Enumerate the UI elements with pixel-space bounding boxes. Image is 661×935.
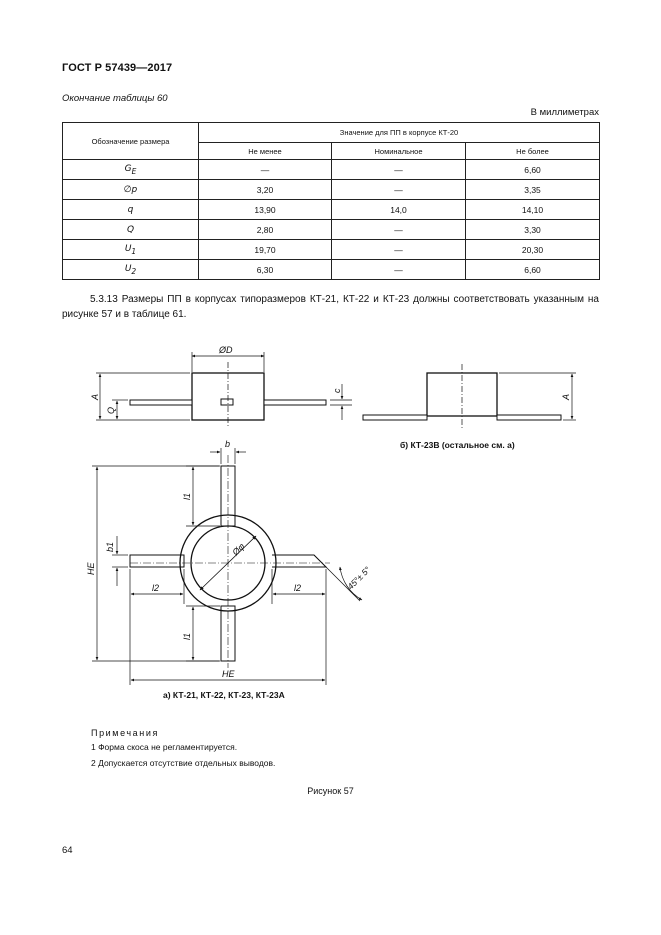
- cell-min: 13,90: [199, 200, 332, 220]
- caption-b: б) КТ-23В (остальное см. а): [400, 440, 515, 450]
- dim-label-Q: Q: [106, 406, 116, 414]
- dim-label-l1-top: l1: [182, 492, 192, 500]
- cell-nom: —: [332, 160, 466, 180]
- paragraph-text: 5.3.13 Размеры ПП в корпусах типоразмеров КТ-21, КТ-22 и КТ-23 должны соответствовать указанным на рисунке 57 и в таблице 61.: [62, 294, 599, 320]
- table-continuation-label: Окончание таблицы 60: [62, 93, 168, 104]
- side-view: [96, 352, 352, 428]
- cell-min: 19,70: [199, 240, 332, 260]
- note-item: 1 Форма скоса не регламентируется.: [91, 742, 238, 752]
- dim-label-HE-horizontal: HE: [222, 669, 235, 679]
- header-nom: Номинальное: [332, 143, 466, 160]
- cell-nom: —: [332, 260, 466, 280]
- caption-a: а) КТ-21, КТ-22, КТ-23, КТ-23А: [163, 690, 285, 700]
- cell-nom: —: [332, 220, 466, 240]
- dim-label-b1: b1: [105, 541, 115, 552]
- standard-header: ГОСТ Р 57439—2017: [62, 62, 173, 74]
- cell-nom: 14,0: [332, 200, 466, 220]
- cell-min: 6,30: [199, 260, 332, 280]
- dim-label-diag: Øφ: [230, 541, 247, 558]
- row-symbol: U: [124, 263, 132, 274]
- cell-max: 20,30: [466, 240, 600, 260]
- row-symbol-sub: E: [131, 166, 137, 176]
- row-symbol-sub: 1: [131, 246, 137, 256]
- header-max: Не более: [466, 143, 600, 160]
- dim-label-l2-left: l2: [152, 583, 160, 593]
- dim-label-c: c: [332, 388, 342, 393]
- cell-max: 3,30: [466, 220, 600, 240]
- cell-min: —: [199, 160, 332, 180]
- row-symbol: q: [127, 204, 134, 215]
- dim-label-l2-right: l2: [294, 583, 302, 593]
- page-number: 64: [62, 845, 73, 856]
- row-symbol: U: [124, 243, 132, 254]
- dim-label-A-b: A: [561, 393, 571, 400]
- notes-heading: Примечания: [91, 728, 159, 738]
- cell-min: 3,20: [199, 180, 332, 200]
- top-view: [92, 448, 362, 685]
- side-view-b: [363, 364, 576, 428]
- cell-max: 14,10: [466, 200, 600, 220]
- figure-caption: Рисунок 57: [307, 786, 354, 796]
- header-group: Значение для ПП в корпусе КТ-20: [199, 123, 600, 143]
- row-symbol: Q: [126, 224, 135, 235]
- dim-label-HE-vertical: HE: [86, 562, 96, 575]
- header-min: Не менее: [199, 143, 332, 160]
- row-symbol-sub: 2: [131, 266, 137, 276]
- dim-label-b: b: [225, 439, 231, 449]
- units-label: В миллиметрах: [530, 107, 599, 118]
- cell-min: 2,80: [199, 220, 332, 240]
- dim-label-D: ØD: [219, 345, 233, 355]
- cell-nom: —: [332, 180, 466, 200]
- cell-max: 3,35: [466, 180, 600, 200]
- row-symbol: ∅p: [123, 184, 138, 195]
- dim-label-A: A: [90, 393, 100, 400]
- header-parameter: Обозначение размера: [63, 123, 199, 160]
- note-item: 2 Допускается отсутствие отдельных выводов.: [91, 758, 276, 768]
- dim-label-l1-bottom: l1: [182, 632, 192, 640]
- cell-nom: —: [332, 240, 466, 260]
- row-symbol: G: [124, 163, 132, 174]
- cell-max: 6,60: [466, 160, 600, 180]
- cell-max: 6,60: [466, 260, 600, 280]
- dim-label-angle: 45°± 5°: [345, 564, 373, 592]
